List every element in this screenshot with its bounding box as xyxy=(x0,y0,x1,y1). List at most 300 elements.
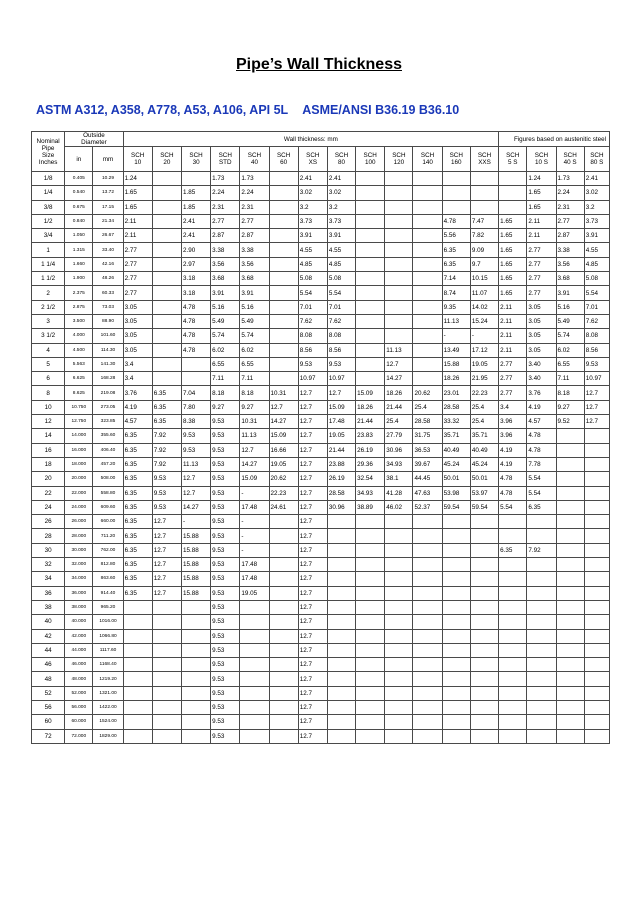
wall-thickness-cell xyxy=(269,300,298,314)
wall-thickness-cell xyxy=(385,686,413,700)
wall-thickness-cell xyxy=(356,515,385,529)
wall-thickness-cell: 14.27 xyxy=(269,415,298,429)
nominal-size-cell: 1 1/2 xyxy=(32,272,65,286)
wall-thickness-cell xyxy=(584,558,609,572)
wall-thickness-cell xyxy=(327,615,355,629)
wall-thickness-cell: 2.87 xyxy=(240,229,269,243)
wall-thickness-cell xyxy=(356,229,385,243)
wall-thickness-cell xyxy=(181,700,210,714)
wall-thickness-cell: 30.96 xyxy=(327,500,355,514)
wall-thickness-cell xyxy=(556,457,584,471)
wall-thickness-cell xyxy=(413,615,442,629)
wall-thickness-cell: 2.11 xyxy=(499,329,527,343)
od-mm-cell: 609.60 xyxy=(93,500,123,514)
wall-thickness-cell: 1.65 xyxy=(499,272,527,286)
nominal-size-cell: 34 xyxy=(32,572,65,586)
wall-thickness-cell: 9.53 xyxy=(211,586,240,600)
od-inches-cell: 12.750 xyxy=(65,415,93,429)
wall-thickness-cell: 2.90 xyxy=(181,243,210,257)
wall-thickness-cell xyxy=(123,615,152,629)
wall-thickness-cell: 15.88 xyxy=(181,543,210,557)
wall-thickness-cell xyxy=(240,700,269,714)
wall-thickness-cell: 11.13 xyxy=(181,457,210,471)
nominal-size-cell: 40 xyxy=(32,615,65,629)
wall-thickness-cell xyxy=(181,658,210,672)
table-body xyxy=(32,172,610,744)
wall-thickness-cell xyxy=(499,600,527,614)
wall-thickness-cell xyxy=(269,629,298,643)
wall-thickness-cell xyxy=(499,529,527,543)
nominal-size-cell: 36 xyxy=(32,586,65,600)
wall-thickness-cell: 4.78 xyxy=(442,214,470,228)
wall-thickness-cell: 9.53 xyxy=(584,357,609,371)
wall-thickness-cell xyxy=(442,629,470,643)
wall-thickness-cell xyxy=(356,558,385,572)
od-inches-cell: 10.750 xyxy=(65,400,93,414)
wall-thickness-cell: 1.85 xyxy=(181,186,210,200)
wall-thickness-cell xyxy=(556,500,584,514)
table-row xyxy=(32,472,610,486)
wall-thickness-cell: 32.54 xyxy=(356,472,385,486)
wall-thickness-cell xyxy=(584,572,609,586)
wall-thickness-cell xyxy=(356,658,385,672)
wall-thickness-cell xyxy=(584,658,609,672)
wall-thickness-cell xyxy=(385,300,413,314)
asme-standards: ASME/ANSI B36.19 B36.10 xyxy=(302,103,460,117)
wall-thickness-cell xyxy=(556,472,584,486)
wall-thickness-cell xyxy=(356,243,385,257)
wall-thickness-cell: 3.91 xyxy=(298,229,327,243)
wall-thickness-cell: 5.54 xyxy=(584,286,609,300)
wall-thickness-cell: 14.27 xyxy=(385,372,413,386)
wall-thickness-cell: 11.13 xyxy=(240,429,269,443)
wall-thickness-cell xyxy=(152,186,181,200)
wall-thickness-cell xyxy=(181,615,210,629)
wall-thickness-cell: 8.18 xyxy=(240,386,269,400)
wall-thickness-cell xyxy=(556,600,584,614)
table-row xyxy=(32,343,610,357)
table-row xyxy=(32,372,610,386)
wall-thickness-cell: 6.35 xyxy=(123,500,152,514)
wall-thickness-cell xyxy=(385,529,413,543)
wall-thickness-cell: 2.11 xyxy=(499,314,527,328)
wall-thickness-cell xyxy=(269,372,298,386)
wall-thickness-cell: 12.7 xyxy=(298,686,327,700)
wall-thickness-cell: 3.91 xyxy=(211,286,240,300)
table-row xyxy=(32,486,610,500)
wall-thickness-cell: 9.53 xyxy=(327,357,355,371)
schedule-header-row xyxy=(32,147,610,172)
wall-thickness-cell xyxy=(356,529,385,543)
wall-thickness-cell: 12.7 xyxy=(298,658,327,672)
wall-thickness-cell: 9.53 xyxy=(211,558,240,572)
wall-thickness-cell xyxy=(356,729,385,743)
table-row xyxy=(32,700,610,714)
wall-thickness-cell xyxy=(152,700,181,714)
wall-thickness-cell: 47.63 xyxy=(413,486,442,500)
wall-thickness-cell xyxy=(442,672,470,686)
wall-thickness-cell xyxy=(152,357,181,371)
wall-thickness-cell: 4.78 xyxy=(499,486,527,500)
wall-thickness-cell: 9.53 xyxy=(181,443,210,457)
wall-thickness-cell xyxy=(470,186,498,200)
nominal-size-cell: 60 xyxy=(32,715,65,729)
od-mm-cell: 1422.00 xyxy=(93,700,123,714)
wall-thickness-cell xyxy=(527,515,556,529)
od-mm-cell: 508.00 xyxy=(93,472,123,486)
table-row xyxy=(32,558,610,572)
wall-thickness-cell xyxy=(413,586,442,600)
od-mm-cell: 88.90 xyxy=(93,314,123,328)
wall-thickness-cell: 4.55 xyxy=(584,243,609,257)
od-inches-cell: 1.660 xyxy=(65,257,93,271)
wall-thickness-cell xyxy=(152,686,181,700)
nominal-size-cell: 1/8 xyxy=(32,172,65,186)
wall-thickness-cell xyxy=(413,558,442,572)
wall-thickness-cell xyxy=(385,658,413,672)
wall-thickness-cell: 6.35 xyxy=(152,400,181,414)
wall-thickness-cell xyxy=(413,715,442,729)
wall-thickness-cell xyxy=(269,643,298,657)
wall-thickness-cell xyxy=(527,529,556,543)
table-row xyxy=(32,572,610,586)
wall-thickness-cell: 4.78 xyxy=(181,329,210,343)
schedule-header-cell: SCH 140 xyxy=(413,147,442,172)
wall-thickness-cell: - xyxy=(240,486,269,500)
od-mm-cell: 219.08 xyxy=(93,386,123,400)
od-mm-cell: 13.72 xyxy=(93,186,123,200)
wall-thickness-cell xyxy=(413,172,442,186)
wall-thickness-cell: 6.35 xyxy=(442,243,470,257)
wall-thickness-cell: 15.88 xyxy=(442,357,470,371)
wall-thickness-cell: 2.77 xyxy=(123,257,152,271)
wall-thickness-cell xyxy=(240,729,269,743)
wall-thickness-cell: 7.62 xyxy=(298,314,327,328)
wall-thickness-cell: 26.19 xyxy=(327,472,355,486)
wall-thickness-cell xyxy=(385,672,413,686)
wall-thickness-cell xyxy=(181,172,210,186)
wall-thickness-cell xyxy=(240,600,269,614)
wall-thickness-cell: 2.77 xyxy=(123,272,152,286)
wall-thickness-cell xyxy=(269,329,298,343)
wall-thickness-cell xyxy=(470,572,498,586)
od-inches-cell: 18.000 xyxy=(65,457,93,471)
wall-thickness-cell xyxy=(181,715,210,729)
wall-thickness-cell: 1.24 xyxy=(527,172,556,186)
wall-thickness-cell: 12.7 xyxy=(298,529,327,543)
nominal-size-cell: 4 xyxy=(32,343,65,357)
table-row xyxy=(32,529,610,543)
wall-thickness-cell: 35.71 xyxy=(470,429,498,443)
wall-thickness-cell: 4.78 xyxy=(181,314,210,328)
wall-thickness-cell xyxy=(240,715,269,729)
wall-thickness-cell: 12.7 xyxy=(385,357,413,371)
od-mm-cell: 1524.00 xyxy=(93,715,123,729)
wall-thickness-cell: 3.02 xyxy=(584,186,609,200)
wall-thickness-cell xyxy=(413,729,442,743)
wall-thickness-cell xyxy=(385,314,413,328)
od-inches-cell: 6.625 xyxy=(65,372,93,386)
wall-thickness-cell: 12.7 xyxy=(298,472,327,486)
wall-thickness-cell: 25.4 xyxy=(413,400,442,414)
wall-thickness-cell: 3.96 xyxy=(499,415,527,429)
wall-thickness-cell xyxy=(584,543,609,557)
wall-thickness-cell: 9.53 xyxy=(211,729,240,743)
wall-thickness-cell: 38.89 xyxy=(356,500,385,514)
od-mm-cell: 33.40 xyxy=(93,243,123,257)
wall-thickness-cell: 7.62 xyxy=(327,314,355,328)
wall-thickness-cell: 7.78 xyxy=(527,457,556,471)
wall-thickness-cell xyxy=(413,529,442,543)
wall-thickness-cell xyxy=(385,200,413,214)
table-row xyxy=(32,500,610,514)
wall-thickness-cell: 7.62 xyxy=(584,314,609,328)
nominal-size-header: Nominal Pipe Size Inches xyxy=(32,132,65,172)
wall-thickness-cell xyxy=(356,286,385,300)
wall-thickness-cell: 2.11 xyxy=(527,214,556,228)
od-mm-cell: 168.28 xyxy=(93,372,123,386)
wall-thickness-cell xyxy=(269,715,298,729)
nominal-size-cell: 10 xyxy=(32,400,65,414)
wall-thickness-cell: 3.05 xyxy=(123,329,152,343)
wall-thickness-cell: 25.4 xyxy=(470,400,498,414)
nominal-size-cell: 5 xyxy=(32,357,65,371)
wall-thickness-cell: 3.73 xyxy=(584,214,609,228)
wall-thickness-cell: 12.7 xyxy=(298,715,327,729)
wall-thickness-cell xyxy=(327,600,355,614)
wall-thickness-cell xyxy=(584,429,609,443)
table-row xyxy=(32,443,610,457)
wall-thickness-cell: 7.92 xyxy=(527,543,556,557)
wall-thickness-cell xyxy=(470,586,498,600)
wall-thickness-cell: 12.7 xyxy=(298,558,327,572)
wall-thickness-cell: 1.65 xyxy=(499,214,527,228)
wall-thickness-cell xyxy=(269,586,298,600)
table-row xyxy=(32,729,610,743)
wall-thickness-cell: 15.09 xyxy=(356,386,385,400)
wall-thickness-cell xyxy=(413,257,442,271)
wall-thickness-cell: 4.19 xyxy=(123,400,152,414)
wall-thickness-cell xyxy=(413,329,442,343)
nominal-size-cell: 3/8 xyxy=(32,200,65,214)
wall-thickness-cell: 59.54 xyxy=(442,500,470,514)
wall-thickness-cell: 9.09 xyxy=(470,243,498,257)
wall-thickness-cell: 6.02 xyxy=(211,343,240,357)
wall-thickness-cell xyxy=(413,357,442,371)
wall-thickness-cell: 8.56 xyxy=(327,343,355,357)
od-inches-cell: 4.500 xyxy=(65,343,93,357)
od-inches-cell: 0.840 xyxy=(65,214,93,228)
wall-thickness-cell xyxy=(413,243,442,257)
wall-thickness-cell xyxy=(584,457,609,471)
wall-thickness-cell: 4.85 xyxy=(298,257,327,271)
wall-thickness-cell: 15.09 xyxy=(327,400,355,414)
wall-thickness-cell: 2.24 xyxy=(211,186,240,200)
wall-thickness-cell: 23.88 xyxy=(327,457,355,471)
wall-thickness-cell xyxy=(385,229,413,243)
wall-thickness-cell: 2.97 xyxy=(181,257,210,271)
wall-thickness-cell: 3.38 xyxy=(556,243,584,257)
wall-thickness-cell: 8.56 xyxy=(298,343,327,357)
wall-thickness-cell: 15.88 xyxy=(181,529,210,543)
wall-thickness-cell: 10.31 xyxy=(269,386,298,400)
wall-thickness-cell: 9.35 xyxy=(442,300,470,314)
wall-thickness-cell: 5.56 xyxy=(442,229,470,243)
wall-thickness-cell: 13.49 xyxy=(442,343,470,357)
od-mm-cell: 323.85 xyxy=(93,415,123,429)
nominal-size-cell: 56 xyxy=(32,700,65,714)
od-mm-cell: 660.00 xyxy=(93,515,123,529)
schedule-header-cell: SCH 100 xyxy=(356,147,385,172)
wall-thickness-cell: 3.05 xyxy=(527,343,556,357)
nominal-size-cell: 3/4 xyxy=(32,229,65,243)
wall-thickness-cell xyxy=(269,343,298,357)
wall-thickness-cell: 3.56 xyxy=(556,257,584,271)
wall-thickness-cell: 12.7 xyxy=(298,572,327,586)
wall-thickness-cell xyxy=(442,658,470,672)
od-mm-cell: 863.60 xyxy=(93,572,123,586)
wall-thickness-cell xyxy=(556,715,584,729)
wall-thickness-cell: 2.77 xyxy=(527,272,556,286)
od-mm-cell: 406.40 xyxy=(93,443,123,457)
wall-thickness-cell: 7.01 xyxy=(298,300,327,314)
od-mm-cell: 1219.20 xyxy=(93,672,123,686)
od-mm-cell: 1829.00 xyxy=(93,729,123,743)
wall-thickness-cell: 14.27 xyxy=(240,457,269,471)
wall-thickness-cell: 26.19 xyxy=(356,443,385,457)
schedule-header-cell: SCH STD xyxy=(211,147,240,172)
wall-thickness-cell xyxy=(527,672,556,686)
od-inches-cell: 60.000 xyxy=(65,715,93,729)
wall-thickness-cell: 2.77 xyxy=(123,243,152,257)
wall-thickness-cell: 9.53 xyxy=(152,500,181,514)
od-mm-cell: 73.03 xyxy=(93,300,123,314)
od-mm-cell: 914.40 xyxy=(93,586,123,600)
od-inches-cell: 2.375 xyxy=(65,286,93,300)
wall-thickness-cell: 2.11 xyxy=(527,229,556,243)
wall-thickness-cell xyxy=(413,300,442,314)
wall-thickness-cell xyxy=(442,200,470,214)
wall-thickness-cell: 2.87 xyxy=(211,229,240,243)
wall-thickness-cell: 12.7 xyxy=(584,415,609,429)
table-row xyxy=(32,229,610,243)
wall-thickness-cell: 2.41 xyxy=(298,172,327,186)
table-row xyxy=(32,172,610,186)
wall-thickness-cell xyxy=(413,515,442,529)
wall-thickness-cell: 12.7 xyxy=(240,443,269,457)
wall-thickness-cell xyxy=(413,643,442,657)
wall-thickness-cell: 9.53 xyxy=(152,486,181,500)
wall-thickness-cell xyxy=(152,243,181,257)
wall-thickness-cell: 18.26 xyxy=(385,386,413,400)
wall-thickness-cell xyxy=(356,572,385,586)
od-inches-cell: 26.000 xyxy=(65,515,93,529)
wall-thickness-cell xyxy=(181,643,210,657)
wall-thickness-table xyxy=(31,131,610,744)
od-mm-cell: 60.33 xyxy=(93,286,123,300)
wall-thickness-cell xyxy=(499,572,527,586)
od-inches-cell: 1.315 xyxy=(65,243,93,257)
wall-thickness-cell: 11.07 xyxy=(470,286,498,300)
wall-thickness-cell xyxy=(269,214,298,228)
wall-thickness-cell: 1.65 xyxy=(527,186,556,200)
od-inches-cell: 28.000 xyxy=(65,529,93,543)
wall-thickness-cell: 3.05 xyxy=(527,329,556,343)
nominal-size-cell: 42 xyxy=(32,629,65,643)
wall-thickness-cell: 19.05 xyxy=(470,357,498,371)
wall-thickness-cell: 4.78 xyxy=(527,429,556,443)
wall-thickness-cell: 23.83 xyxy=(356,429,385,443)
wall-thickness-cell xyxy=(240,672,269,686)
wall-thickness-cell: 4.19 xyxy=(499,457,527,471)
wall-thickness-cell xyxy=(470,543,498,557)
wall-thickness-cell xyxy=(584,643,609,657)
wall-thickness-cell: 11.13 xyxy=(385,343,413,357)
wall-thickness-cell: 2.41 xyxy=(181,214,210,228)
wall-thickness-cell: 50.01 xyxy=(442,472,470,486)
wall-thickness-cell xyxy=(385,543,413,557)
wall-thickness-cell xyxy=(356,314,385,328)
wall-thickness-cell xyxy=(385,729,413,743)
wall-thickness-cell xyxy=(385,600,413,614)
wall-thickness-cell: 3.73 xyxy=(327,214,355,228)
wall-thickness-cell: 8.74 xyxy=(442,286,470,300)
wall-thickness-cell: 3.2 xyxy=(327,200,355,214)
od-mm-cell: 273.05 xyxy=(93,400,123,414)
od-inches-cell: 46.000 xyxy=(65,658,93,672)
wall-thickness-cell xyxy=(499,686,527,700)
wall-thickness-cell: 9.53 xyxy=(211,515,240,529)
wall-thickness-cell xyxy=(269,600,298,614)
nominal-size-cell: 1 1/4 xyxy=(32,257,65,271)
wall-thickness-cell: 46.02 xyxy=(385,500,413,514)
wall-thickness-cell: 2.11 xyxy=(123,229,152,243)
od-inches-cell: 36.000 xyxy=(65,586,93,600)
wall-thickness-cell xyxy=(385,643,413,657)
wall-thickness-cell: 6.35 xyxy=(123,529,152,543)
wall-thickness-cell: 3.40 xyxy=(527,357,556,371)
nominal-size-cell: 46 xyxy=(32,658,65,672)
wall-thickness-cell: 3.05 xyxy=(123,314,152,328)
wall-thickness-cell: 25.4 xyxy=(470,415,498,429)
wall-thickness-cell xyxy=(470,715,498,729)
od-inches-cell: 22.000 xyxy=(65,486,93,500)
wall-thickness-cell: 2.11 xyxy=(499,300,527,314)
od-inches-cell: 1.050 xyxy=(65,229,93,243)
od-mm-cell: 101.60 xyxy=(93,329,123,343)
wall-thickness-cell: 3.4 xyxy=(123,357,152,371)
wall-thickness-cell: 9.53 xyxy=(298,357,327,371)
wall-thickness-cell xyxy=(269,700,298,714)
wall-thickness-cell: 5.54 xyxy=(499,500,527,514)
wall-thickness-cell: 2.77 xyxy=(499,372,527,386)
od-inches-cell: 0.540 xyxy=(65,186,93,200)
wall-thickness-cell: 2.77 xyxy=(527,286,556,300)
wall-thickness-cell: 2.87 xyxy=(556,229,584,243)
schedule-header-cell: SCH 60 xyxy=(269,147,298,172)
wall-thickness-cell xyxy=(356,214,385,228)
wall-thickness-cell: 12.7 xyxy=(584,400,609,414)
od-mm-cell: 457.20 xyxy=(93,457,123,471)
od-mm-header: mm xyxy=(93,147,123,172)
wall-thickness-cell xyxy=(152,257,181,271)
wall-thickness-cell xyxy=(556,429,584,443)
wall-thickness-cell: 5.74 xyxy=(211,329,240,343)
od-inches-cell: 56.000 xyxy=(65,700,93,714)
austenitic-steel-header: Figures based on austenitic steel xyxy=(499,132,610,147)
wall-thickness-cell xyxy=(413,200,442,214)
wall-thickness-cell xyxy=(356,543,385,557)
